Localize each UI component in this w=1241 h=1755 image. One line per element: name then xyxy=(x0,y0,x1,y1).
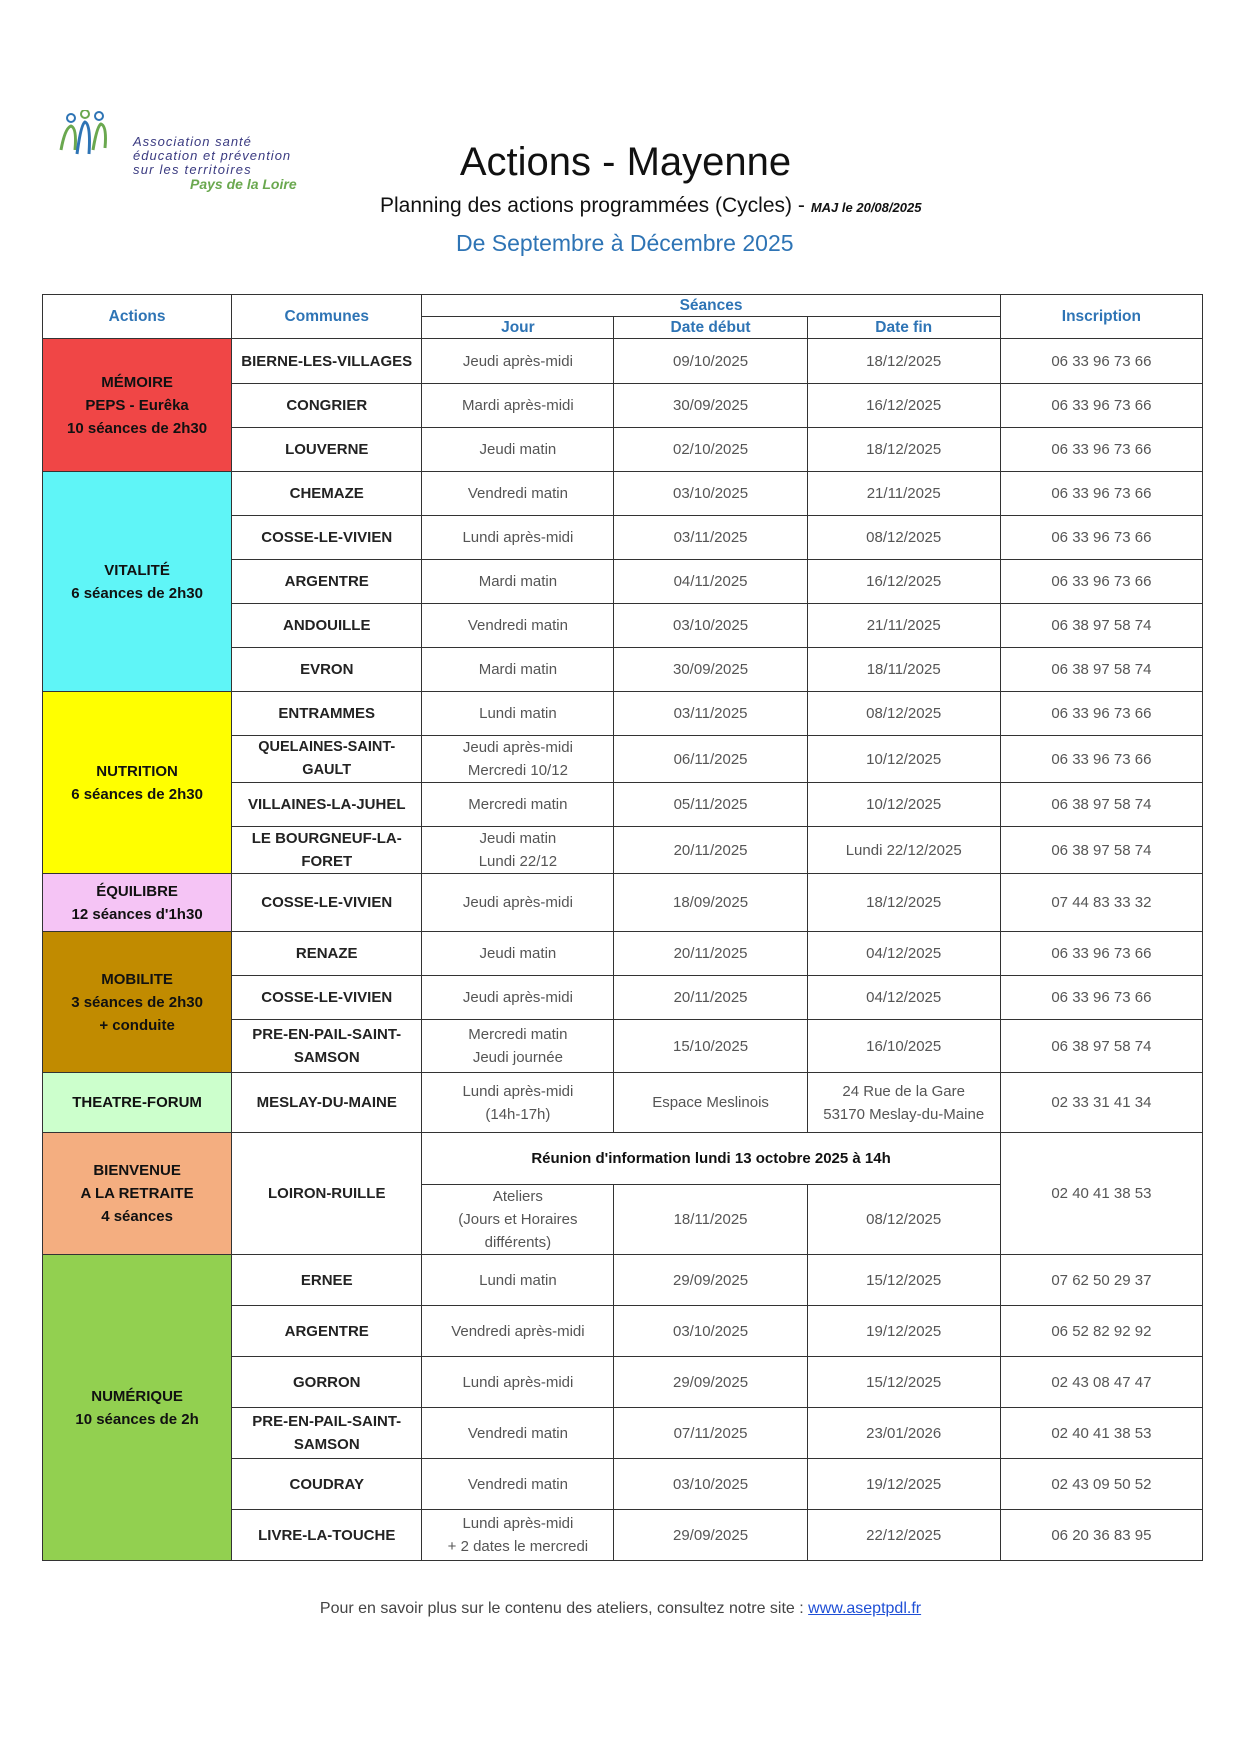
commune-cell: BIERNE-LES-VILLAGES xyxy=(232,339,422,384)
date-debut-cell: 29/09/2025 xyxy=(614,1357,807,1408)
action-retraite xyxy=(43,1133,232,1255)
phone-cell: 06 52 82 92 92 xyxy=(1000,1306,1202,1357)
subtitle-text: Planning des actions programmées (Cycles) - xyxy=(380,194,805,217)
action-label: 10 séances de 2h30 xyxy=(67,419,208,437)
commune-cell: VILLAINES-LA-JUHEL xyxy=(232,783,422,827)
jour-cell: Mercredi matin xyxy=(422,783,614,827)
phone-cell: 06 33 96 73 66 xyxy=(1000,339,1202,384)
jour-line: Ateliers xyxy=(492,1188,543,1205)
date-debut-cell: 20/11/2025 xyxy=(614,976,807,1020)
table-row xyxy=(43,1255,1203,1306)
jour-cell: Lundi matin xyxy=(422,1255,614,1306)
date-debut-cell: 15/10/2025 xyxy=(614,1020,807,1073)
phone-cell: 07 62 50 29 37 xyxy=(1000,1255,1202,1306)
address-line: 53170 Meslay-du-Maine xyxy=(823,1105,985,1123)
jour-cell: Lundi matin xyxy=(422,692,614,736)
phone-cell: 06 38 97 58 74 xyxy=(1000,783,1202,827)
date-fin-cell: 21/11/2025 xyxy=(807,472,1000,516)
header-inscription: Inscription xyxy=(1000,295,1202,339)
action-label: 4 séances xyxy=(101,1208,173,1225)
date-fin-cell: 18/12/2025 xyxy=(807,874,1000,932)
phone-cell: 06 33 96 73 66 xyxy=(1000,428,1202,472)
date-fin-cell: 19/12/2025 xyxy=(807,1306,1000,1357)
jour-cell: Lundi après-midi xyxy=(422,1357,614,1408)
jour-cell xyxy=(422,736,614,783)
header-actions: Actions xyxy=(43,295,232,339)
commune-cell: LOIRON-RUILLE xyxy=(232,1133,422,1255)
date-debut-cell: 04/11/2025 xyxy=(614,560,807,604)
date-debut-cell: 07/11/2025 xyxy=(614,1408,807,1459)
action-label: MOBILITE xyxy=(101,970,173,988)
phone-cell: 06 38 97 58 74 xyxy=(1000,604,1202,648)
jour-cell: Jeudi matin xyxy=(422,932,614,976)
commune-cell: ARGENTRE xyxy=(232,560,422,604)
date-debut-cell: 03/10/2025 xyxy=(614,472,807,516)
phone-cell: 06 38 97 58 74 xyxy=(1000,648,1202,692)
action-label: 6 séances de 2h30 xyxy=(71,785,203,803)
jour-cell xyxy=(422,1185,614,1255)
date-fin-cell: 16/10/2025 xyxy=(807,1020,1000,1073)
jour-line: Mercredi matin xyxy=(468,1026,568,1043)
jour-line: Jeudi matin xyxy=(479,830,557,847)
commune-cell: RENAZE xyxy=(232,932,422,976)
commune-cell: ANDOUILLE xyxy=(232,604,422,648)
footer xyxy=(0,1600,1241,1618)
phone-cell: 02 43 08 47 47 xyxy=(1000,1357,1202,1408)
logo-line-3: sur les territoires xyxy=(133,162,252,177)
date-fin-cell: 08/12/2025 xyxy=(807,1185,1000,1255)
commune-cell: COSSE-LE-VIVIEN xyxy=(232,516,422,560)
phone-cell: 06 33 96 73 66 xyxy=(1000,516,1202,560)
commune-cell: COSSE-LE-VIVIEN xyxy=(232,874,422,932)
jour-line: différents) xyxy=(484,1234,552,1251)
action-label: 12 séances d'1h30 xyxy=(71,905,203,923)
jour-cell: Mardi matin xyxy=(422,648,614,692)
date-fin-cell: 21/11/2025 xyxy=(807,604,1000,648)
commune-cell: LIVRE-LA-TOUCHE xyxy=(232,1510,422,1561)
date-debut-cell: 03/10/2025 xyxy=(614,1306,807,1357)
date-debut-cell: 06/11/2025 xyxy=(614,736,807,783)
commune-cell: LOUVERNE xyxy=(232,428,422,472)
table-row xyxy=(43,1133,1203,1185)
date-fin-cell: 08/12/2025 xyxy=(807,692,1000,736)
action-label: NUMÉRIQUE xyxy=(91,1387,183,1405)
action-label: 6 séances de 2h30 xyxy=(71,584,203,602)
phone-cell: 06 33 96 73 66 xyxy=(1000,384,1202,428)
jour-line: Lundi après-midi xyxy=(462,1515,574,1532)
venue-cell: Espace Meslinois xyxy=(614,1073,807,1133)
phone-cell: 06 33 96 73 66 xyxy=(1000,472,1202,516)
date-debut-cell: 18/09/2025 xyxy=(614,874,807,932)
logo-line-1: Association santé xyxy=(133,134,252,149)
action-label: MÉMOIRE xyxy=(101,373,173,391)
date-fin-cell: 10/12/2025 xyxy=(807,783,1000,827)
phone-cell: 06 20 36 83 95 xyxy=(1000,1510,1202,1561)
action-label: PEPS - Eurêka xyxy=(85,396,189,414)
jour-line: + 2 dates le mercredi xyxy=(447,1538,589,1555)
date-fin-cell: 22/12/2025 xyxy=(807,1510,1000,1561)
date-debut-cell: 02/10/2025 xyxy=(614,428,807,472)
action-vitalite xyxy=(43,472,232,692)
table-row xyxy=(43,874,1203,932)
jour-cell xyxy=(422,1510,614,1561)
phone-cell: 02 33 31 41 34 xyxy=(1000,1073,1202,1133)
header-date-fin: Date fin xyxy=(807,317,1000,339)
info-meeting-cell: Réunion d'information lundi 13 octobre 2025 à 14h xyxy=(422,1133,1000,1185)
date-fin-cell: 15/12/2025 xyxy=(807,1357,1000,1408)
jour-cell xyxy=(422,1020,614,1073)
commune-cell: PRE-EN-PAIL-SAINT-SAMSON xyxy=(232,1408,422,1459)
phone-cell: 02 43 09 50 52 xyxy=(1000,1459,1202,1510)
period-heading: De Septembre à Décembre 2025 xyxy=(456,230,794,256)
date-debut-cell: 03/10/2025 xyxy=(614,1459,807,1510)
date-fin-cell: 23/01/2026 xyxy=(807,1408,1000,1459)
jour-line: Jeudi après-midi xyxy=(462,739,573,756)
jour-cell: Vendredi matin xyxy=(422,1408,614,1459)
date-fin-cell: 10/12/2025 xyxy=(807,736,1000,783)
date-debut-cell: 29/09/2025 xyxy=(614,1510,807,1561)
jour-line: Lundi 22/12 xyxy=(478,853,558,870)
table-row xyxy=(43,339,1203,384)
action-memoire xyxy=(43,339,232,472)
date-fin-cell: 16/12/2025 xyxy=(807,560,1000,604)
page-subtitle xyxy=(380,194,921,218)
page-title: Actions - Mayenne xyxy=(459,140,792,184)
date-debut-cell: 30/09/2025 xyxy=(614,384,807,428)
date-debut-cell: 20/11/2025 xyxy=(614,932,807,976)
commune-cell: COSSE-LE-VIVIEN xyxy=(232,976,422,1020)
jour-cell: Jeudi après-midi xyxy=(422,339,614,384)
date-debut-cell: 05/11/2025 xyxy=(614,783,807,827)
action-label: VITALITÉ xyxy=(104,561,170,579)
jour-cell: Jeudi matin xyxy=(422,428,614,472)
commune-cell: QUELAINES-SAINT-GAULT xyxy=(232,736,422,783)
header-seances: Séances xyxy=(422,295,1000,317)
date-debut-cell: 03/11/2025 xyxy=(614,516,807,560)
date-fin-cell: 18/12/2025 xyxy=(807,428,1000,472)
date-debut-cell: 03/10/2025 xyxy=(614,604,807,648)
footer-text: Pour en savoir plus sur le contenu des ateliers, consultez notre site : xyxy=(319,1600,809,1617)
header-communes: Communes xyxy=(232,295,422,339)
jour-line: (14h-17h) xyxy=(485,1105,551,1123)
date-fin-cell: 16/12/2025 xyxy=(807,384,1000,428)
commune-cell: CHEMAZE xyxy=(232,472,422,516)
date-fin-cell: 15/12/2025 xyxy=(807,1255,1000,1306)
date-fin-cell: 04/12/2025 xyxy=(807,932,1000,976)
commune-cell: MESLAY-DU-MAINE xyxy=(232,1073,422,1133)
jour-cell: Vendredi matin xyxy=(422,1459,614,1510)
date-debut-cell: 29/09/2025 xyxy=(614,1255,807,1306)
action-numerique xyxy=(43,1255,232,1561)
phone-cell: 06 38 97 58 74 xyxy=(1000,827,1202,874)
phone-cell: 06 38 97 58 74 xyxy=(1000,1020,1202,1073)
date-debut-cell: 09/10/2025 xyxy=(614,339,807,384)
table-row xyxy=(43,472,1203,516)
address-line: 24 Rue de la Gare xyxy=(842,1082,965,1100)
phone-cell: 06 33 96 73 66 xyxy=(1000,736,1202,783)
jour-cell: Jeudi après-midi xyxy=(422,976,614,1020)
action-label: NUTRITION xyxy=(96,762,178,780)
date-debut-cell: 30/09/2025 xyxy=(614,648,807,692)
action-label: 10 séances de 2h xyxy=(75,1410,199,1428)
phone-cell: 02 40 41 38 53 xyxy=(1000,1408,1202,1459)
jour-cell: Mardi matin xyxy=(422,560,614,604)
jour-cell: Vendredi après-midi xyxy=(422,1306,614,1357)
date-fin-cell: Lundi 22/12/2025 xyxy=(807,827,1000,874)
update-date: MAJ le 20/08/2025 xyxy=(810,200,922,215)
header-jour: Jour xyxy=(422,317,614,339)
planning-table xyxy=(42,294,1203,1561)
phone-cell: 06 33 96 73 66 xyxy=(1000,560,1202,604)
jour-line: (Jours et Horaires xyxy=(458,1211,578,1228)
phone-cell: 07 44 83 33 32 xyxy=(1000,874,1202,932)
commune-cell: EVRON xyxy=(232,648,422,692)
date-fin-cell: 04/12/2025 xyxy=(807,976,1000,1020)
table-row xyxy=(43,692,1203,736)
jour-cell: Jeudi après-midi xyxy=(422,874,614,932)
date-debut-cell: 03/11/2025 xyxy=(614,692,807,736)
phone-cell: 06 33 96 73 66 xyxy=(1000,932,1202,976)
header-date-debut: Date début xyxy=(614,317,807,339)
action-label: BIENVENUE xyxy=(93,1162,181,1179)
jour-cell xyxy=(422,1073,614,1133)
jour-line: Jeudi journée xyxy=(472,1049,563,1066)
logo-line-4: Pays de la Loire xyxy=(190,176,297,192)
commune-cell: ENTRAMMES xyxy=(232,692,422,736)
action-label: A LA RETRAITE xyxy=(80,1185,194,1202)
address-cell xyxy=(807,1073,1000,1133)
date-fin-cell: 19/12/2025 xyxy=(807,1459,1000,1510)
table-row xyxy=(43,1073,1203,1133)
action-mobilite xyxy=(43,932,232,1073)
action-label: 3 séances de 2h30 xyxy=(71,993,203,1011)
commune-cell: LE BOURGNEUF-LA-FORET xyxy=(232,827,422,874)
date-debut-cell: 20/11/2025 xyxy=(614,827,807,874)
website-link[interactable]: www.aseptpdl.fr xyxy=(808,1600,922,1617)
logo-line-2: éducation et prévention xyxy=(133,148,292,163)
commune-cell: COUDRAY xyxy=(232,1459,422,1510)
action-equilibre xyxy=(43,874,232,932)
commune-cell: GORRON xyxy=(232,1357,422,1408)
commune-cell: ERNEE xyxy=(232,1255,422,1306)
date-debut-cell: 18/11/2025 xyxy=(614,1185,807,1255)
commune-cell: PRE-EN-PAIL-SAINT-SAMSON xyxy=(232,1020,422,1073)
phone-cell: 06 33 96 73 66 xyxy=(1000,976,1202,1020)
action-nutrition xyxy=(43,692,232,874)
jour-cell: Lundi après-midi xyxy=(422,516,614,560)
phone-cell: 02 40 41 38 53 xyxy=(1000,1133,1202,1255)
jour-line: Lundi après-midi xyxy=(462,1082,574,1100)
action-label: + conduite xyxy=(99,1016,175,1034)
action-label: ÉQUILIBRE xyxy=(96,882,178,900)
jour-cell: Vendredi matin xyxy=(422,604,614,648)
action-label: THEATRE-FORUM xyxy=(72,1094,202,1111)
date-fin-cell: 18/12/2025 xyxy=(807,339,1000,384)
table-row xyxy=(43,932,1203,976)
jour-cell: Vendredi matin xyxy=(422,472,614,516)
jour-cell: Mardi après-midi xyxy=(422,384,614,428)
action-theatre-forum xyxy=(43,1073,232,1133)
jour-line: Mercredi 10/12 xyxy=(467,762,568,779)
jour-cell xyxy=(422,827,614,874)
phone-cell: 06 33 96 73 66 xyxy=(1000,692,1202,736)
date-fin-cell: 08/12/2025 xyxy=(807,516,1000,560)
commune-cell: CONGRIER xyxy=(232,384,422,428)
commune-cell: ARGENTRE xyxy=(232,1306,422,1357)
date-fin-cell: 18/11/2025 xyxy=(807,648,1000,692)
